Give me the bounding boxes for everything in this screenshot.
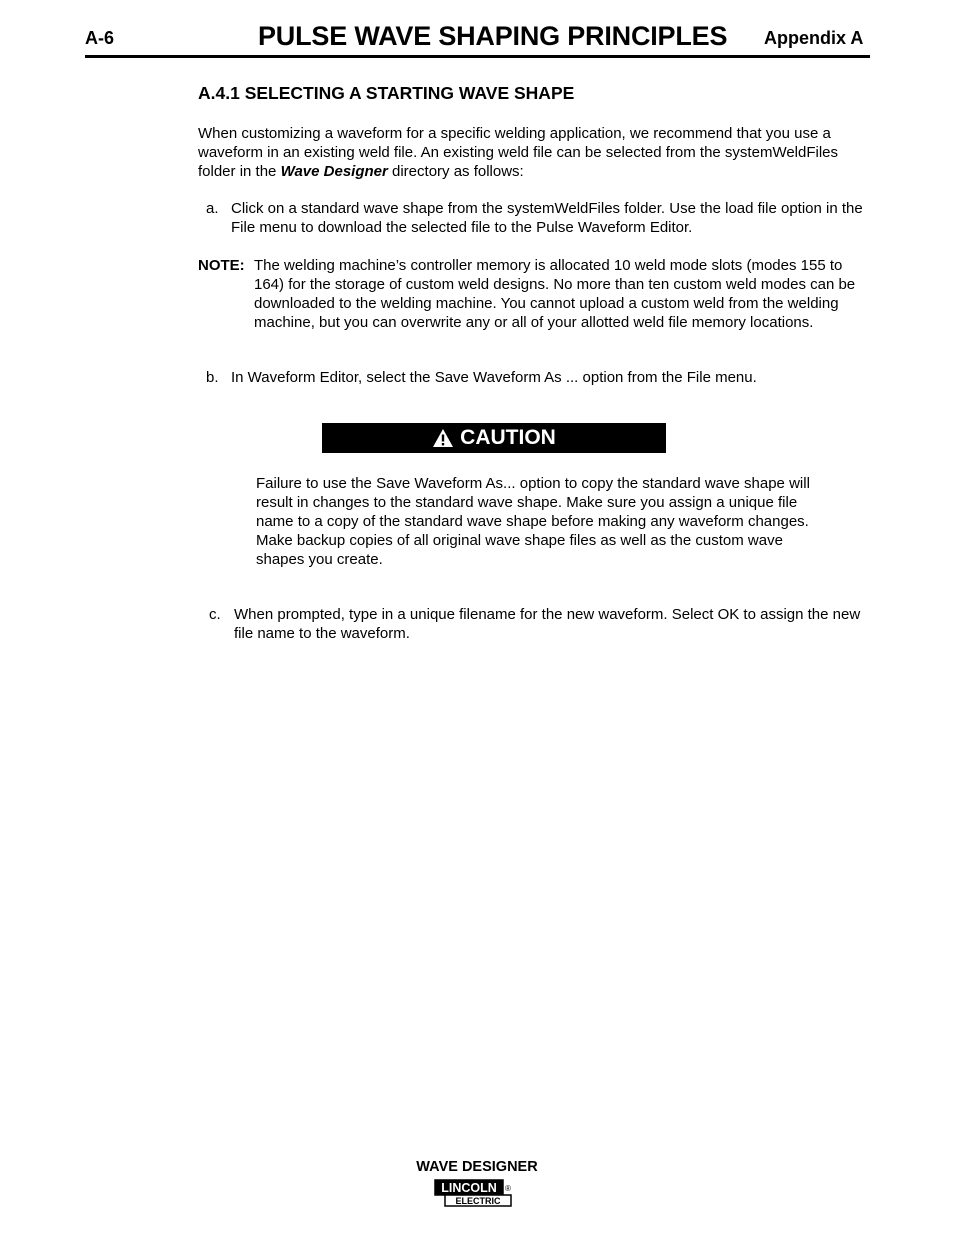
logo-bottom-text: ELECTRIC [455,1196,501,1206]
lincoln-electric-logo [434,1179,514,1209]
step-a-letter: a. [206,200,219,217]
intro-text-after: directory as follows: [387,163,524,180]
page-number: A-6 [85,28,115,48]
warning-triangle-icon [432,428,454,448]
product-name: Wave Designer [280,163,388,180]
registered-mark: ® [505,1184,511,1193]
step-c-letter: c. [209,606,221,623]
note-label: NOTE: [198,257,245,274]
note-text: The welding machine’s controller memory is allocated 10 weld mode slots (modes 155 to 164) for the storage of custom weld designs. No more than ten custom weld modes can be downloaded to the welding machine. You cannot upload a custom weld from the welding machine, but you can overwrite any or all of your allotted weld file memory locations. [254,257,856,331]
intro-text-before: When customizing a waveform for a specific welding application, we recommend that you use a waveform in an existing weld file. An existing weld file can be selected from the systemWeldFiles folder in the [198,125,839,180]
step-b-text: In Waveform Editor, select the Save Waveform As ... option from the File menu. [231,369,757,386]
caution-banner [322,423,666,453]
footer-product-name: WAVE DESIGNER [416,1159,538,1175]
page-title: PULSE WAVE SHAPING PRINCIPLES [258,21,728,51]
section-heading: A.4.1 SELECTING A STARTING WAVE SHAPE [198,83,575,103]
header-rule [85,55,870,58]
step-b-letter: b. [206,369,219,386]
intro-paragraph [198,124,878,181]
appendix-label: Appendix A [764,28,864,48]
step-c-text: When prompted, type in a unique filename for the new waveform. Select OK to assign the new file name to the waveform. [234,606,861,642]
caution-label: CAUTION [460,426,556,449]
logo-top-text: LINCOLN [441,1181,497,1195]
caution-text: Failure to use the Save Waveform As... option to copy the standard wave shape will result in changes to the standard wave shape. Make sure you assign a unique file name to a copy of the standard wave shape before making any waveform changes. Make backup copies of all original wave shape files as well as the custom wave shapes you create. [256,475,810,568]
step-a-text: Click on a standard wave shape from the systemWeldFiles folder. Use the load file option in the File menu to download the selected file to the Pulse Waveform Editor. [231,200,863,236]
